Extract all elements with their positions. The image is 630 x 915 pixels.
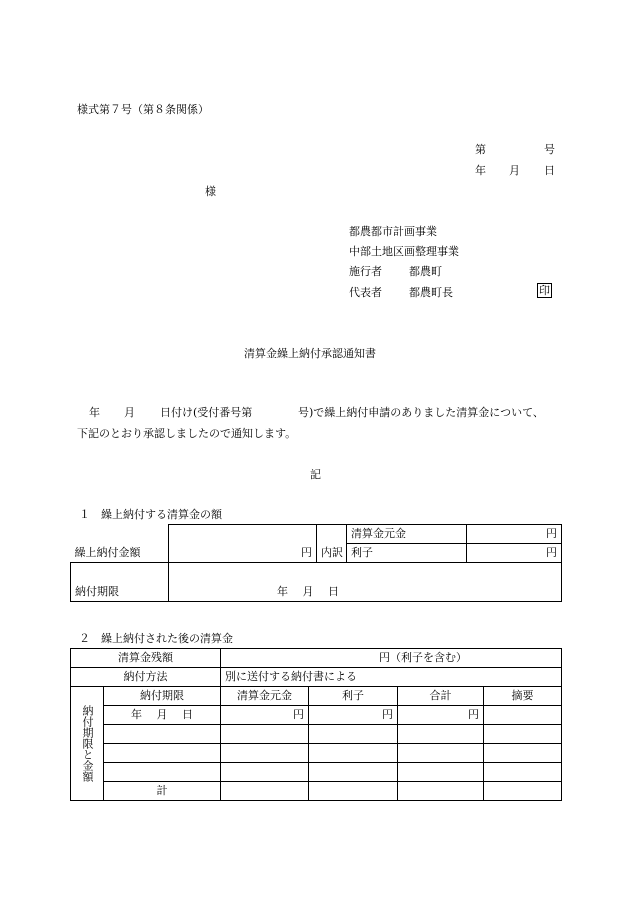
row3-date xyxy=(104,744,221,763)
rep-label: 代表者 xyxy=(349,286,382,299)
principal-label: 清算金元金 xyxy=(347,525,467,544)
row2-total xyxy=(398,725,484,744)
total-label: 計 xyxy=(104,782,221,801)
addressee-suffix: 様 xyxy=(205,185,216,198)
row4-total xyxy=(398,763,484,782)
row4-principal xyxy=(221,763,309,782)
document-title: 清算金繰上納付承認通知書 xyxy=(244,347,376,360)
row3-interest xyxy=(309,744,398,763)
col-remarks: 摘要 xyxy=(484,687,562,706)
row3-total xyxy=(398,744,484,763)
body-year: 年 xyxy=(89,406,100,419)
total-remarks xyxy=(484,782,562,801)
interest-yen: 円 xyxy=(467,544,562,563)
total-interest xyxy=(309,782,398,801)
body-month: 月 xyxy=(124,406,135,419)
row4-interest xyxy=(309,763,398,782)
rep-name: 都農町長 xyxy=(409,286,453,299)
balance-table xyxy=(70,648,562,801)
row2-remarks xyxy=(484,725,562,744)
number-suffix: 号 xyxy=(544,143,555,156)
executor-label: 施行者 xyxy=(349,265,382,278)
amount-label: 繰上納付金額 xyxy=(71,525,169,563)
breakdown-label: 内訳 xyxy=(317,525,347,563)
row2-date xyxy=(104,725,221,744)
side-label: 納付期限と金額 xyxy=(71,687,104,801)
body-line2: 下記のとおり承認しましたので通知します。 xyxy=(77,427,297,440)
balance-label: 清算金残額 xyxy=(71,649,221,668)
row1-date: 年 月 日 xyxy=(104,706,221,725)
interest-label: 利子 xyxy=(347,544,467,563)
row4-remarks xyxy=(484,763,562,782)
date-day: 日 xyxy=(544,164,555,177)
balance-value: 円（利子を含む） xyxy=(221,649,562,668)
date-month: 月 xyxy=(509,164,520,177)
row1-remarks xyxy=(484,706,562,725)
sender-line2: 中部土地区画整理事業 xyxy=(349,245,459,258)
principal-yen: 円 xyxy=(467,525,562,544)
row4-date xyxy=(104,763,221,782)
total-principal xyxy=(221,782,309,801)
row2-principal xyxy=(221,725,309,744)
col-interest: 利子 xyxy=(309,687,398,706)
date-year: 年 xyxy=(475,164,486,177)
executor-name: 都農町 xyxy=(409,265,442,278)
row2-interest xyxy=(309,725,398,744)
form-number: 様式第７号（第８条関係） xyxy=(77,103,209,116)
section1-heading: １ 繰上納付する清算金の額 xyxy=(79,508,222,521)
col-deadline: 納付期限 xyxy=(104,687,221,706)
deadline-value: 年 月 日 xyxy=(169,563,562,602)
section2-heading: ２ 繰上納付された後の清算金 xyxy=(79,632,233,645)
row1-interest-yen: 円 xyxy=(309,706,398,725)
method-value: 別に送付する納付書による xyxy=(221,668,562,687)
col-total: 合計 xyxy=(398,687,484,706)
total-total xyxy=(398,782,484,801)
amount-yen: 円 xyxy=(169,525,317,563)
sender-line1: 都農都市計画事業 xyxy=(349,225,437,238)
row3-principal xyxy=(221,744,309,763)
deadline-label: 納付期限 xyxy=(71,563,169,602)
ki-marker: 記 xyxy=(310,468,321,481)
seal-mark: 印 xyxy=(539,284,550,297)
row1-principal-yen: 円 xyxy=(221,706,309,725)
body-line1-end: 号)で繰上納付申請のありました清算金について、 xyxy=(298,406,544,419)
number-prefix: 第 xyxy=(475,143,486,156)
col-principal: 清算金元金 xyxy=(221,687,309,706)
row3-remarks xyxy=(484,744,562,763)
amount-table xyxy=(70,524,562,602)
method-label: 納付方法 xyxy=(71,668,221,687)
body-line1-mid: 日付け(受付番号第 xyxy=(160,406,253,419)
row1-total-yen: 円 xyxy=(398,706,484,725)
